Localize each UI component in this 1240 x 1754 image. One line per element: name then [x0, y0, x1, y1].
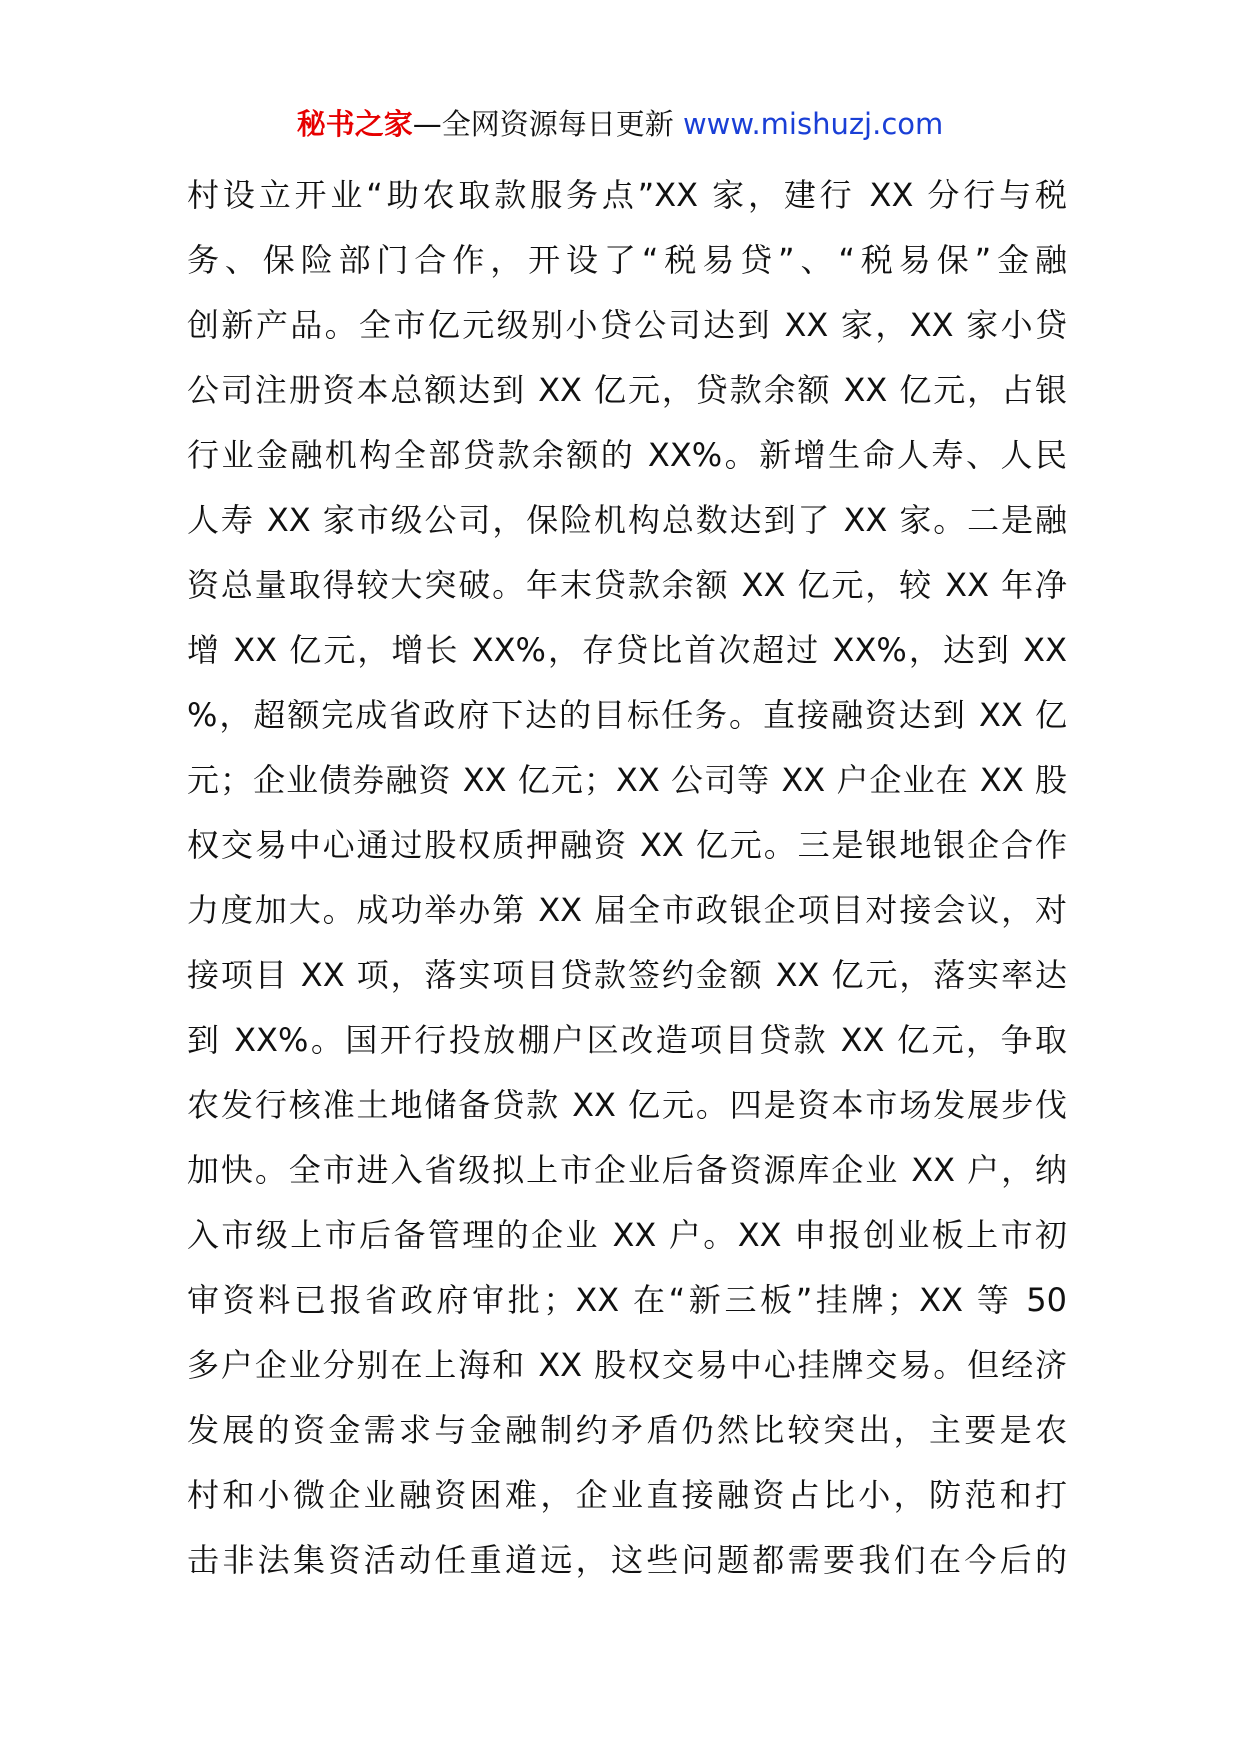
text-line: 人寿 XX 家市级公司，保险机构总数达到了 XX 家。二是融: [187, 501, 1067, 539]
text-line: 入市级上市后备管理的企业 XX 户。XX 申报创业板上市初: [187, 1216, 1067, 1254]
text-line: %，超额完成省政府下达的目标任务。直接融资达到 XX 亿: [187, 696, 1067, 734]
text-line: 创新产品。全市亿元级别小贷公司达到 XX 家，XX 家小贷: [187, 306, 1067, 344]
text-line: 公司注册资本总额达到 XX 亿元，贷款余额 XX 亿元，占银: [187, 371, 1067, 409]
text-line: 击非法集资活动任重道远，这些问题都需要我们在今后的: [187, 1541, 1067, 1579]
text-line: 加快。全市进入省级拟上市企业后备资源库企业 XX 户，纳: [187, 1151, 1067, 1189]
text-line: 多户企业分别在上海和 XX 股权交易中心挂牌交易。但经济: [187, 1346, 1067, 1384]
document-body: [187, 163, 1067, 1593]
page-header: [0, 104, 1240, 144]
text-line: 审资料已报省政府审批；XX 在“新三板”挂牌；XX 等 50: [187, 1281, 1067, 1319]
brand-name: 秘书之家: [296, 107, 413, 141]
text-line: 增 XX 亿元，增长 XX%，存贷比首次超过 XX%，达到 XX: [187, 631, 1067, 669]
text-line: 务、保险部门合作，开设了“税易贷”、“税易保”金融: [187, 241, 1067, 279]
text-line: 到 XX%。国开行投放棚户区改造项目贷款 XX 亿元，争取: [187, 1021, 1067, 1059]
text-line: 资总量取得较大突破。年末贷款余额 XX 亿元，较 XX 年净: [187, 566, 1067, 604]
text-line: 元；企业债券融资 XX 亿元；XX 公司等 XX 户企业在 XX 股: [187, 761, 1067, 799]
text-line: 力度加大。成功举办第 XX 届全市政银企项目对接会议，对: [187, 891, 1067, 929]
site-url-link[interactable]: www.mishuzj.com: [682, 107, 944, 141]
header-slogan: —全网资源每日更新: [412, 107, 674, 141]
text-line: 农发行核准土地储备贷款 XX 亿元。四是资本市场发展步伐: [187, 1086, 1067, 1124]
text-line: 发展的资金需求与金融制约矛盾仍然比较突出，主要是农: [187, 1411, 1067, 1449]
text-line: 接项目 XX 项，落实项目贷款签约金额 XX 亿元，落实率达: [187, 956, 1067, 994]
text-line: 村和小微企业融资困难，企业直接融资占比小，防范和打: [187, 1476, 1067, 1514]
text-line: 村设立开业“助农取款服务点”XX 家，建行 XX 分行与税: [187, 176, 1067, 214]
text-line: 权交易中心通过股权质押融资 XX 亿元。三是银地银企合作: [187, 826, 1067, 864]
text-line: 行业金融机构全部贷款余额的 XX%。新增生命人寿、人民: [187, 436, 1067, 474]
